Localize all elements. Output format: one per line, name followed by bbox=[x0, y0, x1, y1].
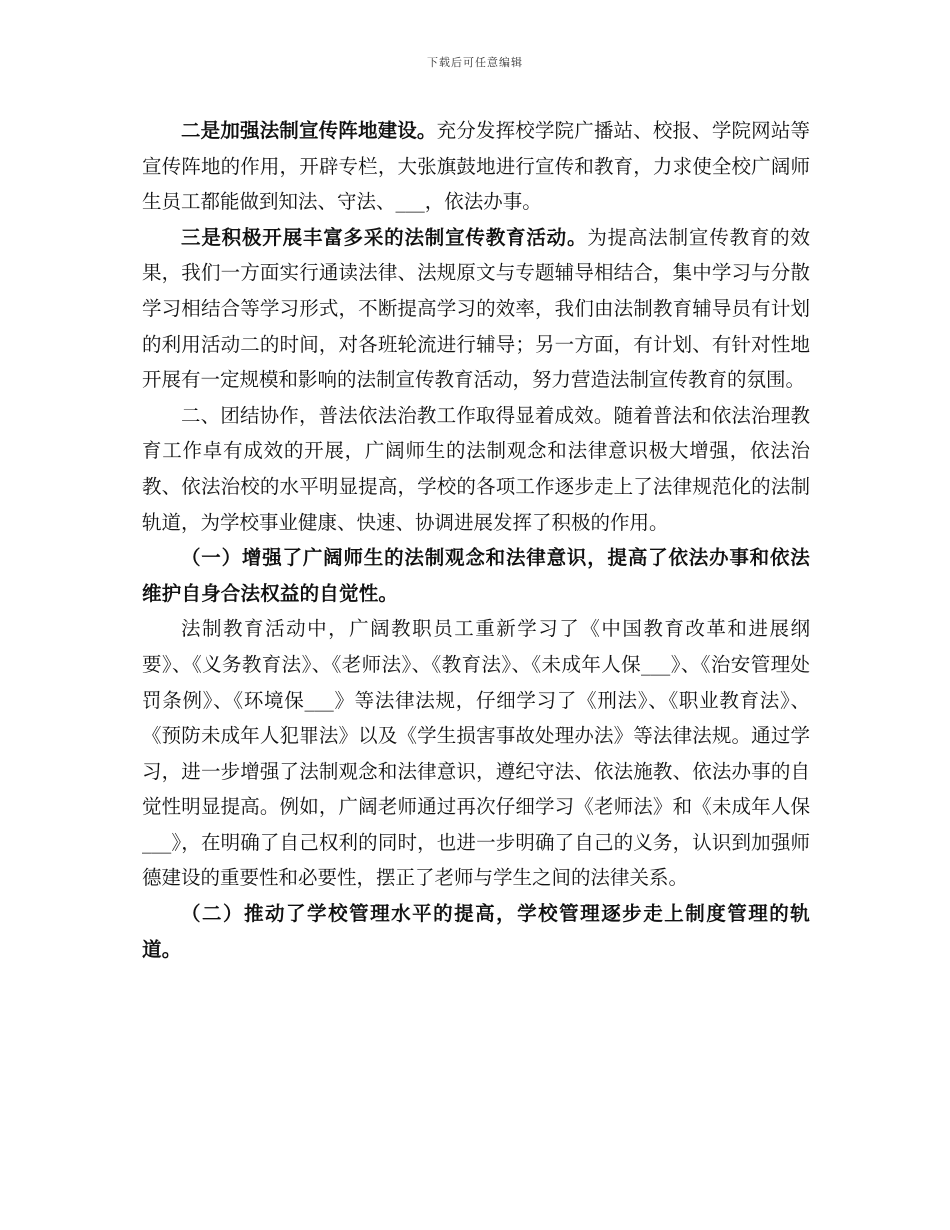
paragraph-results-overview bbox=[142, 398, 810, 540]
section-heading-1: （一）增强了广阔师生的法制观念和法律意识，提高了依法办事和依法维护自身合法权益的自觉性。 bbox=[142, 546, 810, 605]
paragraph-text: 为提高法制宣传教育的效果，我们一方面实行通读法律、法规原文与专题辅导相结合，集中学习与分散学习相结合等学习形式，不断提高学习的效率，我们由法制教育辅导员有计划的利用活动二的时间，对各班轮流进行辅导；另一方面，有计划、有针对性地开展有一定规模和影响的法制宣传教育活动，努力营造法制宣传教育的氛围。 bbox=[142, 225, 810, 392]
document-body bbox=[142, 113, 810, 967]
paragraph-propaganda-positions bbox=[142, 113, 810, 220]
paragraph-text: 充分发挥校学院广播站、校报、学院网站等宣传阵地的作用，开辟专栏，大张旗鼓地进行宣传和教育，力求使全校广阔师生员工都能做到知法、守法、___，依法办事。 bbox=[142, 119, 810, 214]
paragraph-text: 二、团结协作，普法依法治教工作取得显着成效。随着普法和依法治理教育工作卓有成效的开展，广阔师生的法制观念和法律意识极大增强，依法治教、依法治校的水平明显提高，学校的各项工作逐步走上了法律规范化的法制轨道，为学校事业健康、快速、协调进展发挥了积极的作用。 bbox=[142, 403, 810, 534]
paragraph-law-study: 法制教育活动中，广阔教职员工重新学习了《中国教育改革和进展纲要》、《义务教育法》、《老师法》、《教育法》、《未成年人保___》、《治安管理处罚条例》、《环境保___》等法律法规，仔细学习了《刑法》、《职业教育法》、《预防未成年人犯罪法》以及《学生损害事故处理办法》等法律法规。通过学习，进一步增强了法制观念和法律意识，遵纪守法、依法施教、依法办事的自觉性明显提高。例如，广阔老师通过再次仔细学习《老师法》和《未成年人保___》，在明确了自己权利的同时，也进一步明确了自己的义务，认识到加强师德建设的重要性和必要性，摆正了老师与学生之间的法律关系。 bbox=[142, 617, 810, 890]
page-header: 下载后可任意编辑 bbox=[427, 56, 523, 69]
section-heading-2: （二）推动了学校管理水平的提高，学校管理逐步走上制度管理的轨道。 bbox=[142, 902, 810, 961]
paragraph-education-activities bbox=[142, 220, 810, 398]
paragraph-lead: 三是积极开展丰富多采的法制宣传教育活动。 bbox=[181, 225, 588, 249]
paragraph-lead: 二是加强法制宣传阵地建设。 bbox=[181, 119, 437, 142]
